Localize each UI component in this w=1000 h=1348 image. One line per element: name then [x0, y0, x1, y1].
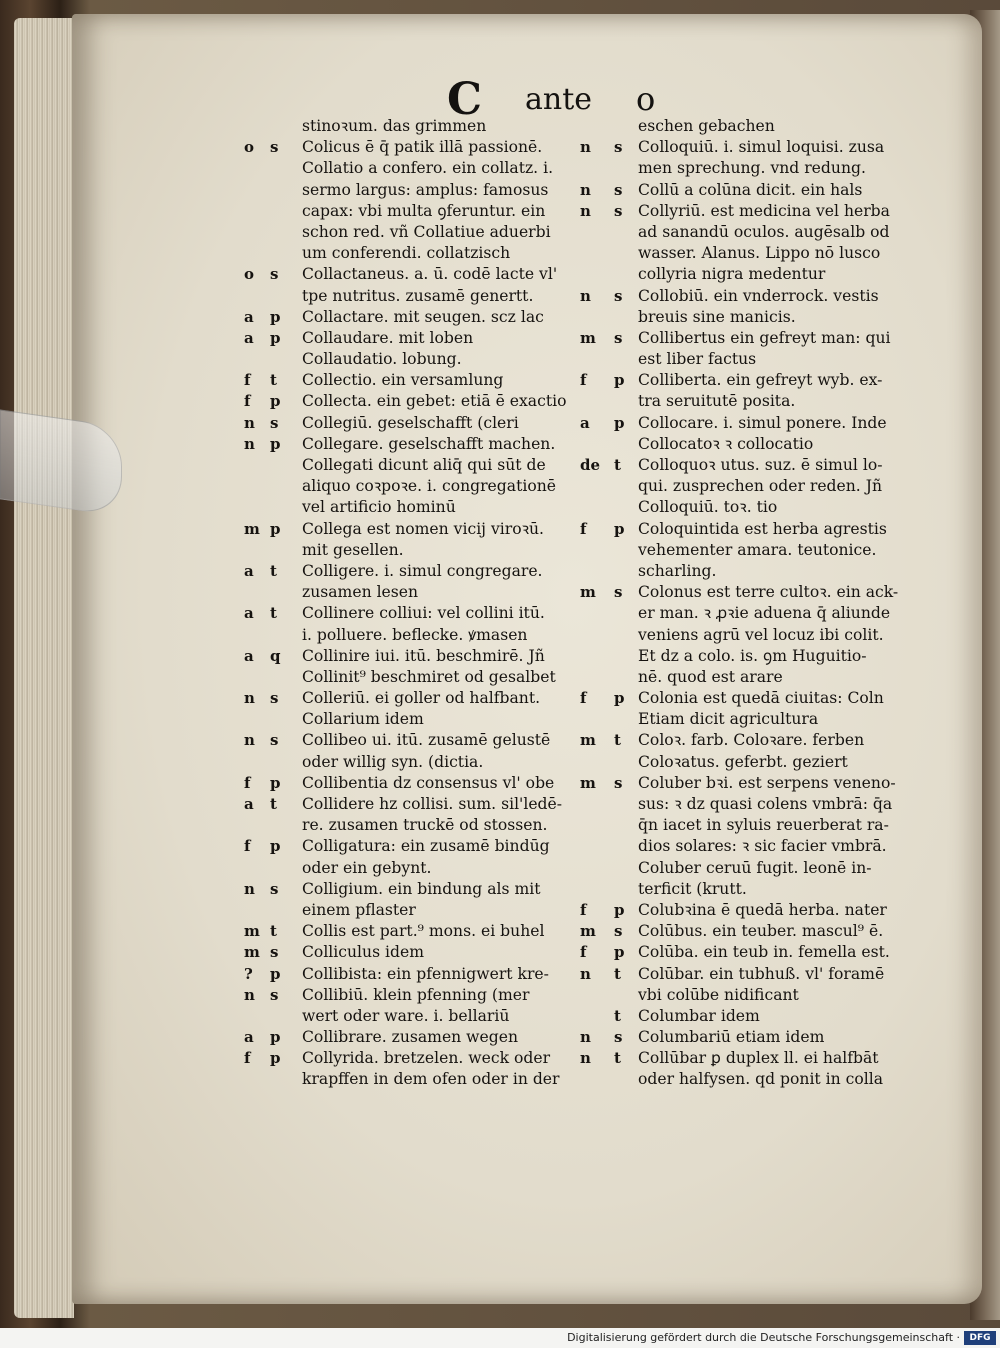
- entry-text: Collegare. geselschafft machen.: [302, 434, 556, 453]
- dfg-logo: DFG: [964, 1331, 996, 1345]
- heading-letter: o: [636, 80, 656, 118]
- gender-mark: f: [244, 773, 251, 792]
- entry-line: [580, 497, 910, 518]
- gender-mark: m: [580, 583, 596, 602]
- class-mark: s: [614, 180, 623, 199]
- entry-text: Collega est nomen vicij viroꝛū.: [302, 519, 544, 538]
- entry-line: [244, 455, 584, 476]
- entry-text: Collūbar ꝑ duplex ll. ei halfbāt: [638, 1049, 879, 1068]
- gender-mark: n: [244, 434, 255, 453]
- gender-mark: f: [580, 371, 587, 390]
- entry-text: oder ein gebynt.: [302, 858, 432, 877]
- entry-text: terficit (krutt.: [638, 879, 747, 898]
- entry-line: [244, 1048, 584, 1069]
- entry-text: nē. quod est arare: [638, 667, 783, 686]
- class-mark: s: [270, 689, 279, 708]
- gender-mark: a: [244, 561, 254, 580]
- class-mark: p: [270, 519, 281, 538]
- entry-text: wert oder ware. i. bellariū: [302, 1006, 510, 1025]
- gender-mark: ?: [244, 964, 253, 983]
- entry-text: er man. ꝛ ꝓꝛie aduena q̄ aliunde: [638, 604, 891, 623]
- entry-line: [244, 264, 584, 285]
- class-mark: s: [270, 731, 279, 750]
- gender-mark: o: [244, 265, 255, 284]
- gender-mark: n: [244, 879, 255, 898]
- entry-line: [244, 773, 584, 794]
- class-mark: p: [270, 837, 281, 856]
- entry-text: Collocare. i. simul ponere. Inde: [638, 413, 887, 432]
- entry-text: Colligium. ein bindung als mit: [302, 879, 541, 898]
- right-column: [580, 116, 910, 1091]
- gender-mark: f: [580, 519, 587, 538]
- entry-line: [580, 434, 910, 455]
- gender-mark: f: [244, 837, 251, 856]
- entry-line: [580, 370, 910, 391]
- entry-text: collyria nigra medentur: [638, 265, 826, 284]
- entry-line: [580, 1048, 910, 1069]
- gender-mark: f: [244, 1049, 251, 1068]
- class-mark: t: [270, 795, 277, 813]
- gender-mark: m: [244, 943, 260, 962]
- gender-mark: a: [580, 413, 590, 432]
- entry-line: [244, 540, 584, 561]
- class-mark: p: [614, 900, 625, 919]
- entry-line: [580, 709, 910, 730]
- entry-line: [580, 222, 910, 243]
- gender-mark: n: [244, 689, 255, 708]
- entry-line: [244, 413, 584, 434]
- entry-line: [580, 730, 910, 751]
- entry-line: [244, 667, 584, 688]
- class-mark: s: [614, 583, 623, 602]
- entry-line: [580, 964, 910, 985]
- class-mark: t: [614, 964, 621, 983]
- entry-line: [244, 942, 584, 963]
- entry-line: [244, 180, 584, 201]
- entry-line: [244, 201, 584, 222]
- entry-text: Colloquiū. toꝛ. tio: [638, 498, 778, 517]
- gender-mark: n: [580, 138, 591, 157]
- class-mark: s: [270, 985, 279, 1004]
- entry-line: [244, 1027, 584, 1048]
- entry-text: Colūba. ein teub in. femella est.: [638, 943, 890, 962]
- entry-text: Collegiū. geselschafft (cleri: [302, 413, 519, 432]
- entry-line: [580, 561, 910, 582]
- gender-mark: a: [244, 795, 254, 813]
- entry-text: Collis est part.⁹ mons. ei buhel: [302, 922, 545, 941]
- gender-mark: a: [244, 1028, 254, 1047]
- entry-text: oder willig syn. (dictia.: [302, 752, 484, 771]
- entry-text: um conferendi. collatzisch: [302, 244, 511, 263]
- class-mark: t: [614, 731, 621, 750]
- entry-text: vel artificio hominū: [302, 498, 456, 517]
- entry-line: [580, 582, 910, 603]
- class-mark: p: [270, 773, 281, 792]
- entry-text: Colūbar. ein tubhuß. vl' foramē: [638, 964, 885, 983]
- entry-line: [580, 603, 910, 624]
- entry-text: aliquo coꝛpoꝛe. i. congregationē: [302, 477, 556, 496]
- entry-text: oder halfysen. qd ponit in colla: [638, 1070, 884, 1089]
- entry-line: [244, 116, 584, 137]
- entry-line: [244, 603, 584, 624]
- heading-initial: C: [447, 74, 483, 125]
- entry-text: dios solares: ꝛ sic facier vmbrā.: [638, 837, 887, 856]
- class-mark: s: [614, 328, 623, 347]
- class-mark: s: [614, 1028, 623, 1047]
- entry-text: Colligere. i. simul congregare.: [302, 561, 543, 580]
- entry-line: [244, 625, 584, 646]
- entry-line: [244, 158, 584, 179]
- entry-line: [244, 900, 584, 921]
- entry-line: [580, 1027, 910, 1048]
- entry-text: Etiam dicit agricultura: [638, 710, 819, 729]
- entry-line: [580, 391, 910, 412]
- entry-text: Collibiū. klein pfenning (mer: [302, 985, 530, 1004]
- entry-text: Colliculus idem: [302, 943, 425, 962]
- footer-bar: [0, 1328, 1000, 1348]
- class-mark: t: [614, 1049, 621, 1068]
- entry-line: [244, 815, 584, 836]
- entry-text: ad sanandū oculos. augēsalb od: [638, 222, 890, 241]
- left-column: [244, 116, 584, 1091]
- class-mark: s: [614, 922, 623, 941]
- entry-text: Collobiū. ein vnderrock. vestis: [638, 286, 879, 305]
- entry-text: Collatio a confero. ein collatz. i.: [302, 159, 554, 178]
- gender-mark: f: [244, 392, 251, 411]
- entry-text: Coluber ceruū fugit. leonē in-: [638, 858, 872, 877]
- entry-line: [580, 646, 910, 667]
- entry-line: [244, 964, 584, 985]
- gender-mark: n: [580, 201, 591, 220]
- entry-line: [244, 286, 584, 307]
- gender-mark: n: [244, 731, 255, 750]
- entry-text: capax: vbi multa ꝯferuntur. ein: [302, 201, 546, 220]
- entry-text: vbi colūbe nidificant: [638, 985, 799, 1004]
- class-mark: p: [614, 519, 625, 538]
- entry-text: Collocatoꝛ ꝛ collocatio: [638, 434, 814, 453]
- entry-line: [580, 158, 910, 179]
- entry-line: [580, 201, 910, 222]
- entry-text: Collectio. ein versamlung: [302, 371, 504, 390]
- entry-line: [244, 1006, 584, 1027]
- class-mark: p: [270, 964, 281, 983]
- entry-line: [580, 455, 910, 476]
- entry-text: krapffen in dem ofen oder in der: [302, 1070, 560, 1089]
- page-stack-edge: [14, 18, 74, 1318]
- entry-text: Coloquintida est herba agrestis: [638, 519, 887, 538]
- entry-line: [580, 1006, 910, 1027]
- entry-line: [244, 434, 584, 455]
- entry-line: [580, 921, 910, 942]
- entry-text: zusamen lesen: [302, 583, 419, 602]
- class-mark: s: [270, 413, 279, 432]
- entry-text: qui. zusprechen oder reden. Jñ: [638, 477, 883, 496]
- entry-text: i. polluere. beflecke. ꝟmasen: [302, 625, 528, 644]
- entry-text: Colliberta. ein gefreyt wyb. ex-: [638, 371, 883, 390]
- gender-mark: n: [580, 286, 591, 305]
- entry-text: Colleriū. ei goller od halfbant.: [302, 689, 541, 708]
- class-mark: p: [614, 413, 625, 432]
- entry-line: [580, 180, 910, 201]
- entry-text: Collarium idem: [302, 710, 424, 729]
- entry-line: [580, 752, 910, 773]
- entry-text: stinoꝛum. das grimmen: [302, 117, 487, 135]
- entry-text: Collyriū. est medicina vel herba: [638, 201, 890, 220]
- class-mark: p: [270, 392, 281, 411]
- entry-line: [244, 921, 584, 942]
- entry-text: mit gesellen.: [302, 540, 404, 559]
- class-mark: s: [270, 138, 279, 157]
- entry-line: [244, 243, 584, 264]
- gender-mark: a: [244, 604, 254, 623]
- gender-mark: n: [244, 985, 255, 1004]
- entry-line: [580, 349, 910, 370]
- gender-mark: f: [580, 900, 587, 919]
- entry-text: Et dz a colo. is. ꝯm Huguitio-: [638, 646, 867, 665]
- entry-line: [580, 307, 910, 328]
- entry-line: [244, 561, 584, 582]
- class-mark: p: [270, 1028, 281, 1047]
- class-mark: p: [270, 328, 281, 347]
- entry-text: re. zusamen truckē od stossen.: [302, 816, 548, 835]
- entry-text: schon red. vñ Collatiue aduerbi: [302, 222, 551, 241]
- class-mark: s: [270, 265, 279, 284]
- entry-text: q̄n iacet in syluis reuerberat ra-: [638, 816, 889, 835]
- entry-line: [244, 307, 584, 328]
- entry-text: men sprechung. vnd redung.: [638, 159, 866, 178]
- entry-text: Collū a colūna dicit. ein hals: [638, 180, 863, 199]
- entry-text: eschen gebachen: [638, 117, 775, 135]
- entry-line: [580, 625, 910, 646]
- class-mark: p: [270, 434, 281, 453]
- class-mark: t: [270, 604, 277, 623]
- entry-text: sus: ꝛ dz quasi colens vmbrā: q̄a: [638, 795, 893, 813]
- entry-text: tra seruitutē posita.: [638, 392, 796, 411]
- entry-line: [244, 985, 584, 1006]
- entry-text: sermo largus: amplus: famosus: [302, 180, 549, 199]
- class-mark: p: [270, 307, 281, 326]
- class-mark: t: [270, 561, 277, 580]
- entry-text: Collinit⁹ beschmiret od gesalbet: [302, 667, 556, 686]
- gender-mark: f: [244, 371, 251, 390]
- entry-text: Coloꝛatus. geferbt. geziert: [638, 752, 848, 771]
- entry-line: [244, 1069, 584, 1090]
- entry-text: Colonia est quedā ciuitas: Coln: [638, 689, 884, 708]
- entry-line: [580, 815, 910, 836]
- class-mark: p: [270, 1049, 281, 1068]
- entry-line: [580, 264, 910, 285]
- entry-line: [580, 773, 910, 794]
- entry-text: Columbar idem: [638, 1006, 760, 1025]
- entry-text: veniens agrū vel locuz ibi colit.: [638, 625, 884, 644]
- class-mark: t: [270, 922, 277, 941]
- class-mark: s: [270, 943, 279, 962]
- entry-line: [580, 476, 910, 497]
- entry-text: Colloquiū. i. simul loquisi. zusa: [638, 138, 885, 157]
- entry-line: [244, 709, 584, 730]
- gender-mark: m: [580, 773, 596, 792]
- entry-line: [244, 730, 584, 751]
- entry-text: Collactare. mit seugen. scz lac: [302, 307, 544, 326]
- gender-mark: n: [244, 413, 255, 432]
- entry-line: [580, 137, 910, 158]
- class-mark: p: [614, 943, 625, 962]
- class-mark: s: [614, 138, 623, 157]
- entry-line: [580, 540, 910, 561]
- entry-line: [580, 688, 910, 709]
- entry-text: Colubꝛina ē quedā herba. nater: [638, 900, 887, 919]
- entry-line: [244, 349, 584, 370]
- entry-line: [580, 519, 910, 540]
- class-mark: t: [614, 456, 621, 474]
- entry-text: Collaudatio. lobung.: [302, 350, 462, 369]
- entry-line: [580, 243, 910, 264]
- entry-line: [580, 879, 910, 900]
- entry-line: [244, 370, 584, 391]
- entry-text: Colligatura: ein zusamē bindūg: [302, 837, 550, 856]
- class-mark: p: [614, 371, 625, 390]
- entry-text: Collyrida. bretzelen. weck oder: [302, 1049, 551, 1068]
- gender-mark: m: [580, 922, 596, 941]
- entry-line: [244, 858, 584, 879]
- gender-mark: m: [580, 731, 596, 750]
- entry-text: tpe nutritus. zusamē genertt.: [302, 286, 534, 305]
- entry-line: [580, 116, 910, 137]
- entry-line: [580, 858, 910, 879]
- entry-line: [580, 942, 910, 963]
- gender-mark: m: [244, 519, 260, 538]
- class-mark: p: [614, 689, 625, 708]
- entry-text: Colicus ē q̄ patik illā passionē.: [302, 138, 543, 157]
- entry-text: einem pflaster: [302, 900, 416, 919]
- gender-mark: a: [244, 646, 254, 665]
- entry-line: [244, 752, 584, 773]
- class-mark: s: [614, 773, 623, 792]
- entry-line: [580, 836, 910, 857]
- entry-text: Collaudare. mit loben: [302, 328, 474, 347]
- entry-text: Collibista: ein pfennigwert kre-: [302, 964, 549, 983]
- entry-line: [580, 667, 910, 688]
- gender-mark: f: [580, 689, 587, 708]
- entry-line: [580, 328, 910, 349]
- gender-mark: a: [244, 328, 254, 347]
- entry-text: breuis sine manicis.: [638, 307, 796, 326]
- entry-line: [580, 794, 910, 815]
- entry-line: [244, 688, 584, 709]
- entry-text: Coloꝛ. farb. Coloꝛare. ferben: [638, 731, 865, 750]
- entry-text: Collibrare. zusamen wegen: [302, 1028, 519, 1047]
- entry-line: [244, 879, 584, 900]
- class-mark: s: [270, 879, 279, 898]
- entry-line: [580, 900, 910, 921]
- class-mark: t: [614, 1006, 621, 1025]
- entry-line: [580, 1069, 910, 1090]
- class-mark: q: [270, 646, 281, 665]
- gender-mark: m: [580, 328, 596, 347]
- footer-credit: Digitalisierung gefördert durch die Deutsche Forschungsgemeinschaft ·: [567, 1331, 960, 1344]
- class-mark: s: [614, 201, 623, 220]
- gender-mark: a: [244, 307, 254, 326]
- entry-text: wasser. Alanus. Lippo nō lusco: [638, 244, 881, 263]
- gender-mark: n: [580, 964, 591, 983]
- gender-mark: n: [580, 180, 591, 199]
- entry-text: Collidere hz collisi. sum. sil'ledē-: [302, 795, 563, 813]
- class-mark: t: [270, 371, 277, 390]
- entry-line: [244, 391, 584, 412]
- entry-text: vehementer amara. teutonice.: [638, 540, 877, 559]
- entry-line: [244, 137, 584, 158]
- entry-line: [244, 582, 584, 603]
- gender-mark: n: [580, 1028, 591, 1047]
- gender-mark: f: [580, 943, 587, 962]
- class-mark: s: [614, 286, 623, 305]
- entry-text: Collibertus ein gefreyt man: qui: [638, 328, 891, 347]
- entry-line: [244, 519, 584, 540]
- entry-line: [580, 286, 910, 307]
- entry-text: Collegati dicunt aliq̄ qui sūt de: [302, 456, 546, 474]
- entry-line: [244, 646, 584, 667]
- entry-text: Collinere colliui: vel collini itū.: [302, 604, 545, 623]
- entry-text: Collibeo ui. itū. zusamē gelustē: [302, 731, 551, 750]
- entry-line: [244, 794, 584, 815]
- entry-text: Coluber bꝛi. est serpens veneno-: [638, 773, 896, 792]
- entry-line: [580, 413, 910, 434]
- entry-text: Collibentia dz consensus vl' obe: [302, 773, 555, 792]
- gender-mark: n: [580, 1049, 591, 1068]
- heading-word: ante: [525, 82, 593, 117]
- entry-text: est liber factus: [638, 350, 757, 369]
- entry-line: [244, 476, 584, 497]
- entry-text: Columbariū etiam idem: [638, 1028, 825, 1047]
- gender-mark: de: [580, 456, 601, 474]
- entry-line: [244, 328, 584, 349]
- entry-text: Collactaneus. a. ū. codē lacte vl': [302, 265, 558, 284]
- gender-mark: m: [244, 922, 260, 941]
- gender-mark: o: [244, 138, 255, 157]
- entry-text: Colūbus. ein teuber. mascul⁹ ē.: [638, 922, 884, 941]
- entry-line: [244, 836, 584, 857]
- entry-text: Colonus est terre cultoꝛ. ein ack-: [638, 583, 899, 602]
- entry-text: Collinire iui. itū. beschmirē. Jñ: [302, 646, 545, 665]
- entry-line: [580, 985, 910, 1006]
- entry-line: [244, 222, 584, 243]
- entry-text: scharling.: [638, 561, 717, 580]
- entry-text: Collecta. ein gebet: etiā ē exactio: [302, 392, 567, 411]
- entry-text: Colloquoꝛ utus. suz. ē simul lo-: [638, 456, 883, 474]
- entry-line: [244, 497, 584, 518]
